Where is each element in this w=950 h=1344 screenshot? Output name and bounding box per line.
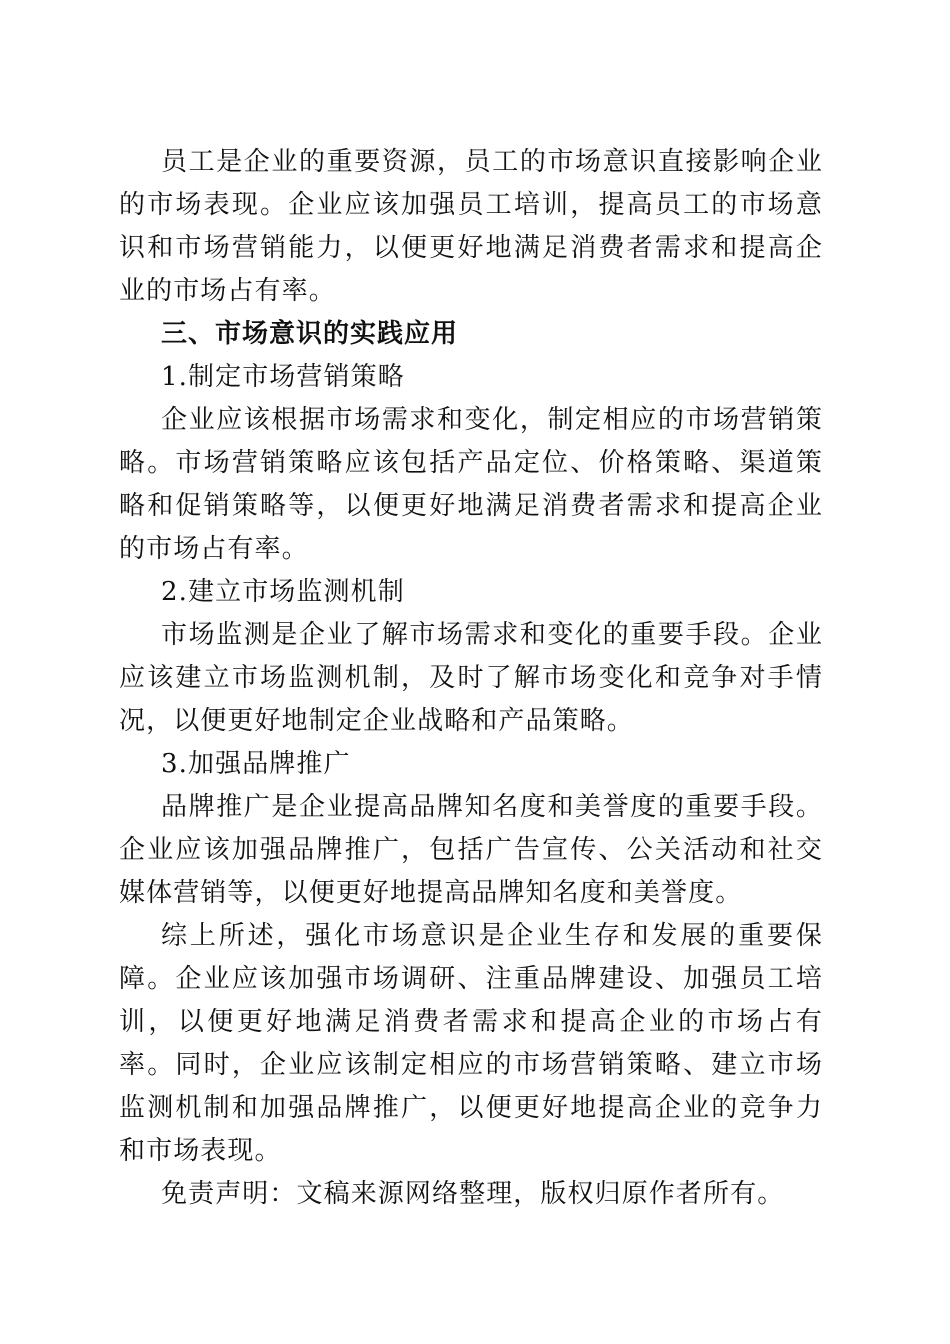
subheading-2: 2.建立市场监测机制	[161, 577, 405, 607]
conclusion-paragraph: 综上所述，强化市场意识是企业生存和发展的重要保障。企业应该加强市场调研、注重品牌建设、加强员工培训，以便更好地满足消费者需求和提高企业的市场占有率。同时，企业应该制定相应的市场营销策略、建立市场监测机制和加强品牌推广，以便更好地提高企业的竞争力和市场表现。	[119, 921, 823, 1166]
document-body	[119, 141, 823, 1216]
subheading-1: 1.制定市场营销策略	[161, 362, 405, 392]
disclaimer-paragraph: 免责声明：文稿来源网络整理，版权归原作者所有。	[161, 1179, 785, 1209]
section-three-heading: 三、市场意识的实践应用	[161, 319, 459, 349]
paragraph-2: 市场监测是企业了解市场需求和变化的重要手段。企业应该建立市场监测机制，及时了解市场变化和竞争对手情况，以便更好地制定企业战略和产品策略。	[119, 620, 823, 736]
paragraph-1: 企业应该根据市场需求和变化，制定相应的市场营销策略。市场营销策略应该包括产品定位、价格策略、渠道策略和促销策略等，以便更好地满足消费者需求和提高企业的市场占有率。	[119, 405, 823, 564]
intro-paragraph: 员工是企业的重要资源，员工的市场意识直接影响企业的市场表现。企业应该加强员工培训，提高员工的市场意识和市场营销能力，以便更好地满足消费者需求和提高企业的市场占有率。	[119, 147, 823, 306]
paragraph-3: 品牌推广是企业提高品牌知名度和美誉度的重要手段。企业应该加强品牌推广，包括广告宣传、公关活动和社交媒体营销等，以便更好地提高品牌知名度和美誉度。	[119, 792, 823, 908]
subheading-3: 3.加强品牌推广	[161, 749, 351, 779]
